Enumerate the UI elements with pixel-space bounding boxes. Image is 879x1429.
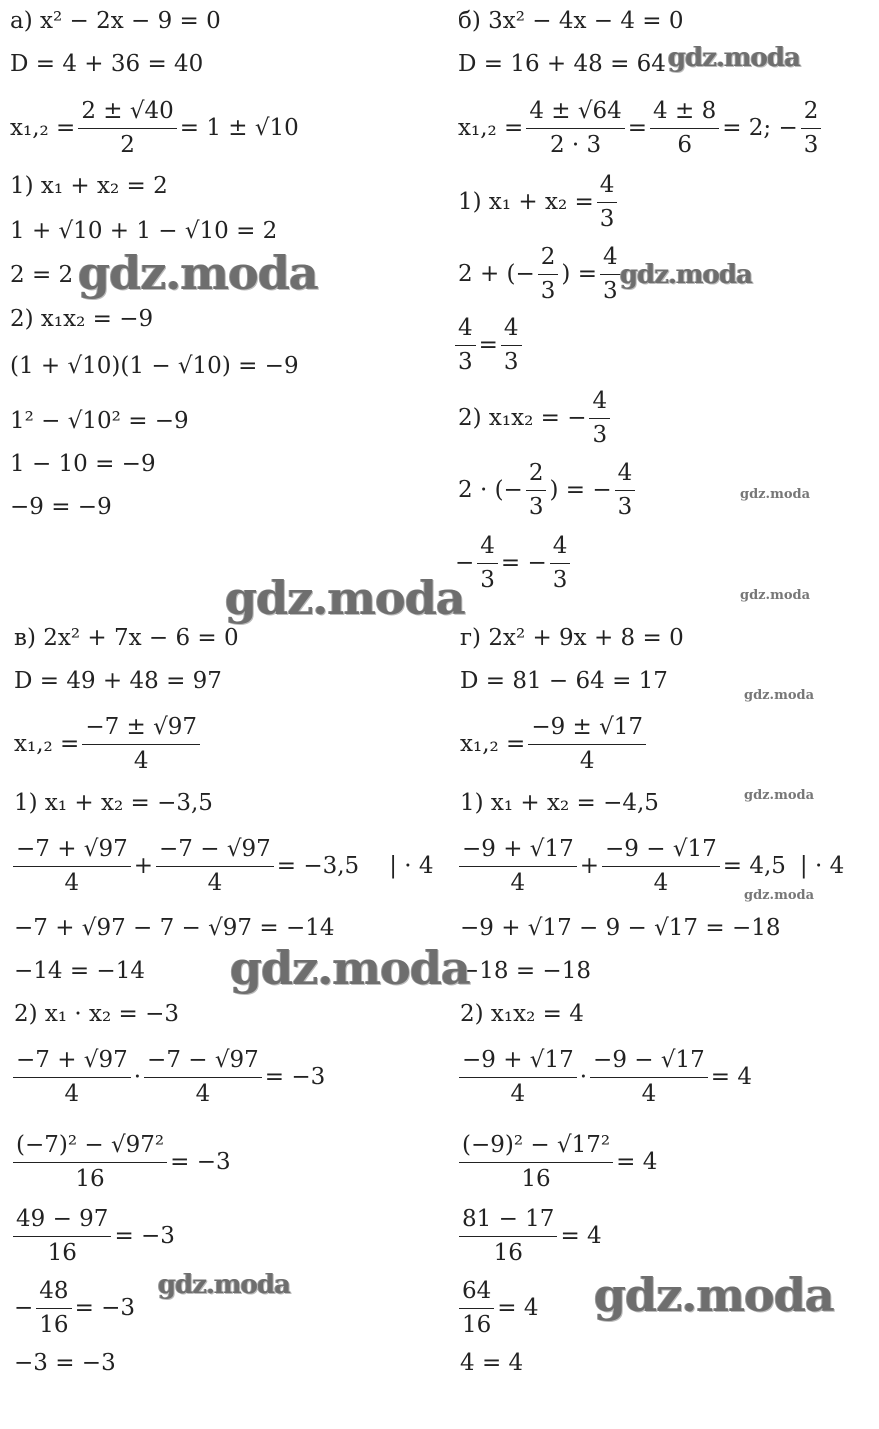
fraction: $\frac{4}{3}$ [501, 315, 522, 376]
problem-b-discriminant: D = 16 + 48 = 64 [458, 51, 666, 77]
fraction: $\frac{-9 + √17}{4}$ [459, 1047, 577, 1108]
fraction: $\frac{2}{3}$ [801, 98, 822, 159]
fraction: $\frac{4}{3}$ [615, 460, 636, 521]
problem-a-discriminant: D = 4 + 36 = 40 [10, 51, 204, 77]
problem-a-step1a: 1 + √10 + 1 − √10 = 2 [10, 218, 278, 244]
problem-a-step2a: (1 + √10)(1 − √10) = −9 [10, 353, 299, 379]
problem-v-discriminant: D = 49 + 48 = 97 [14, 668, 222, 694]
watermark: gdz.moda [740, 487, 811, 502]
problem-a-step1: 1) x₁ + x₂ = 2 [10, 173, 168, 199]
fraction: $\frac{4}{3}$ [550, 533, 571, 594]
watermark: gdz.moda [740, 588, 811, 603]
problem-v-roots: x₁,₂ = $\frac{-7 \pm √97}{4}$ [14, 714, 203, 775]
watermark: gdz.moda [225, 571, 465, 625]
fraction: $\frac{-9 + √17}{4}$ [459, 836, 577, 897]
fraction: $\frac{4 \pm 8}{6}$ [650, 98, 719, 159]
problem-g-step1a: $\frac{-9 + √17}{4}$ + $\frac{-9 - √17}{4}$ = 4,5 | · 4 [456, 836, 844, 897]
problem-v-step2: 2) x₁ · x₂ = −3 [14, 1001, 180, 1027]
problem-g-step2a: $\frac{-9 + √17}{4}$ · $\frac{-9 - √17}{4}$ = 4 [456, 1047, 752, 1108]
problem-g-step1: 1) x₁ + x₂ = −4,5 [460, 790, 659, 816]
problem-a-step2b: 1² − √10² = −9 [10, 408, 189, 434]
problem-v-step1a: $\frac{-7 + √97}{4}$ + $\frac{-7 - √97}{4}$ = −3,5 | · 4 [10, 836, 434, 897]
problem-g-step2b: $\frac{\text{(−9)² − √17²}}{16}$ = 4 [456, 1132, 657, 1193]
problem-v-step2d: − $\frac{48}{16}$ = −3 [14, 1278, 136, 1338]
problem-g-step2e: 4 = 4 [460, 1350, 524, 1376]
watermark: gdz.moda [158, 1270, 291, 1300]
problem-g-discriminant: D = 81 − 64 = 17 [460, 668, 668, 694]
fraction: $\frac{49 - 97}{16}$ [13, 1206, 111, 1267]
watermark: gdz.moda [744, 888, 815, 903]
fraction: $\frac{4}{3}$ [600, 244, 621, 305]
problem-v-step1c: −14 = −14 [14, 958, 145, 984]
problem-v-step2e: −3 = −3 [14, 1350, 116, 1376]
watermark: gdz.moda [78, 246, 318, 300]
fraction: $\frac{4}{3}$ [597, 172, 618, 233]
problem-g-step2d: $\frac{64}{16}$ = 4 [456, 1278, 539, 1339]
problem-a-step2: 2) x₁x₂ = −9 [10, 306, 154, 332]
fraction: $\frac{-9 - √17}{4}$ [602, 836, 720, 897]
problem-b-step1a: 2 + (− $\frac{2}{3}$ ) = $\frac{4}{3}$ [458, 244, 624, 305]
problem-a-step2d: −9 = −9 [10, 494, 112, 520]
problem-v-step1: 1) x₁ + x₂ = −3,5 [14, 790, 213, 816]
watermark: gdz.moda [668, 43, 801, 73]
problem-b-roots: x₁,₂ = $\frac{4 \pm √64}{2 \cdot 3}$ = $\frac{4 \pm 8}{6}$ = 2; − $\frac{2}{3}$ [458, 98, 824, 159]
fraction: $\frac{64}{16}$ [459, 1278, 494, 1339]
problem-b-step2: 2) x₁x₂ = − $\frac{4}{3}$ [458, 388, 613, 449]
fraction: $\frac{2 \pm √40}{2}$ [78, 98, 176, 159]
problem-a-roots: x₁,₂ = $\frac{2 \pm √40}{2}$ = 1 ± √10 [10, 98, 299, 158]
problem-g-step1b: −9 + √17 − 9 − √17 = −18 [460, 915, 781, 941]
watermark: gdz.moda [744, 688, 815, 703]
problem-b-title: б) 3x² − 4x − 4 = 0 [458, 8, 684, 34]
problem-b-step2b: − $\frac{4}{3}$ = − $\frac{4}{3}$ [455, 533, 573, 594]
problem-b-step1b: $\frac{4}{3}$ = $\frac{4}{3}$ [452, 315, 525, 376]
watermark: gdz.moda [744, 788, 815, 803]
fraction: $\frac{-7 + √97}{4}$ [13, 1047, 131, 1108]
fraction: $\frac{-7 - √97}{4}$ [156, 836, 274, 897]
fraction: $\frac{\text{(−7)² − √97²}}{16}$ [13, 1132, 167, 1193]
problem-g-step2: 2) x₁x₂ = 4 [460, 1001, 584, 1027]
fraction: $\frac{-9 - √17}{4}$ [590, 1047, 708, 1108]
problem-a-step2c: 1 − 10 = −9 [10, 451, 156, 477]
fraction: $\frac{81 - 17}{16}$ [459, 1206, 557, 1267]
problem-g-roots: x₁,₂ = $\frac{-9 \pm √17}{4}$ [460, 714, 649, 775]
problem-v-title: в) 2x² + 7x − 6 = 0 [14, 625, 239, 651]
problem-b-step2a: 2 · (− $\frac{2}{3}$ ) = − $\frac{4}{3}$ [458, 460, 638, 521]
problem-b-step1: 1) x₁ + x₂ = $\frac{4}{3}$ [458, 172, 620, 233]
problem-g-title: г) 2x² + 9x + 8 = 0 [460, 625, 684, 651]
fraction: $\frac{4 \pm √64}{2 \cdot 3}$ [526, 98, 624, 159]
problem-v-step2b: $\frac{\text{(−7)² − √97²}}{16}$ = −3 [10, 1132, 231, 1193]
problem-g-step2c: $\frac{81 - 17}{16}$ = 4 [456, 1206, 602, 1267]
problem-v-step2c: $\frac{49 - 97}{16}$ = −3 [10, 1206, 175, 1267]
fraction: $\frac{-9 \pm √17}{4}$ [528, 714, 646, 775]
watermark: gdz.moda [620, 260, 753, 290]
fraction: $\frac{2}{3}$ [526, 460, 547, 521]
problem-g-step1c: −18 = −18 [460, 958, 591, 984]
fraction: $\frac{4}{3}$ [589, 388, 610, 449]
fraction: $\frac{48}{16}$ [36, 1278, 71, 1339]
problem-a-title: а) x² − 2x − 9 = 0 [10, 8, 221, 34]
fraction: $\frac{2}{3}$ [538, 244, 559, 305]
fraction: $\frac{4}{3}$ [477, 533, 498, 594]
watermark: gdz.moda [230, 941, 470, 995]
fraction: $\frac{\text{(−9)² − √17²}}{16}$ [459, 1132, 613, 1193]
fraction: $\frac{-7 \pm √97}{4}$ [82, 714, 200, 775]
problem-v-step2a: $\frac{-7 + √97}{4}$ · $\frac{-7 - √97}{4}$ = −3 [10, 1047, 325, 1108]
fraction: $\frac{-7 + √97}{4}$ [13, 836, 131, 897]
fraction: $\frac{-7 - √97}{4}$ [144, 1047, 262, 1108]
fraction: $\frac{4}{3}$ [455, 315, 476, 376]
problem-v-step1b: −7 + √97 − 7 − √97 = −14 [14, 915, 335, 941]
problem-a-step1b: 2 = 2 [10, 262, 74, 288]
watermark: gdz.moda [594, 1268, 834, 1322]
